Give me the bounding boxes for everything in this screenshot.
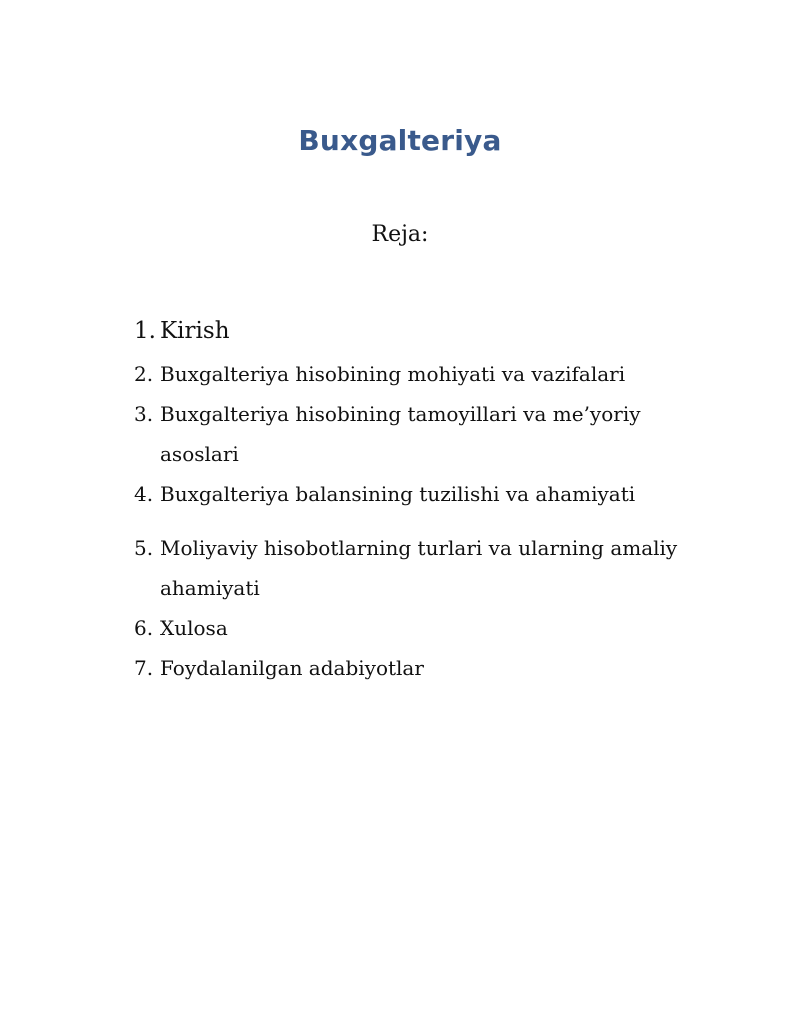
plan-item-text: Buxgalteriya balansining tuzilishi va ahamiyati — [160, 482, 636, 506]
plan-item-number: 5. — [134, 536, 154, 560]
plan-item-text: Xulosa — [160, 616, 228, 640]
plan-item-4 — [134, 474, 694, 514]
plan-item-number: 7. — [134, 656, 154, 680]
plan-item-6 — [134, 608, 694, 648]
plan-item-number: 2. — [134, 362, 154, 386]
plan-list — [134, 312, 694, 688]
plan-item-text: Buxgalteriya hisobining tamoyillari va me’yoriy asoslari — [160, 402, 641, 466]
plan-item-3 — [134, 394, 694, 474]
plan-item-1 — [134, 312, 694, 350]
plan-item-5 — [134, 528, 694, 608]
document-title: Buxgalteriya — [298, 124, 502, 157]
plan-item-number: 4. — [134, 482, 154, 506]
plan-heading: Reja: — [371, 222, 429, 247]
plan-item-number: 6. — [134, 616, 154, 640]
plan-item-7 — [134, 648, 694, 688]
plan-item-number: 1. — [134, 318, 156, 344]
plan-item-text: Buxgalteriya hisobining mohiyati va vazifalari — [160, 362, 626, 386]
plan-item-number: 3. — [134, 402, 154, 426]
plan-item-2 — [134, 354, 694, 394]
plan-item-text: Moliyaviy hisobotlarning turlari va ularning amaliy ahamiyati — [160, 536, 678, 600]
plan-item-text: Kirish — [160, 318, 230, 344]
plan-item-text: Foydalanilgan adabiyotlar — [160, 656, 424, 680]
